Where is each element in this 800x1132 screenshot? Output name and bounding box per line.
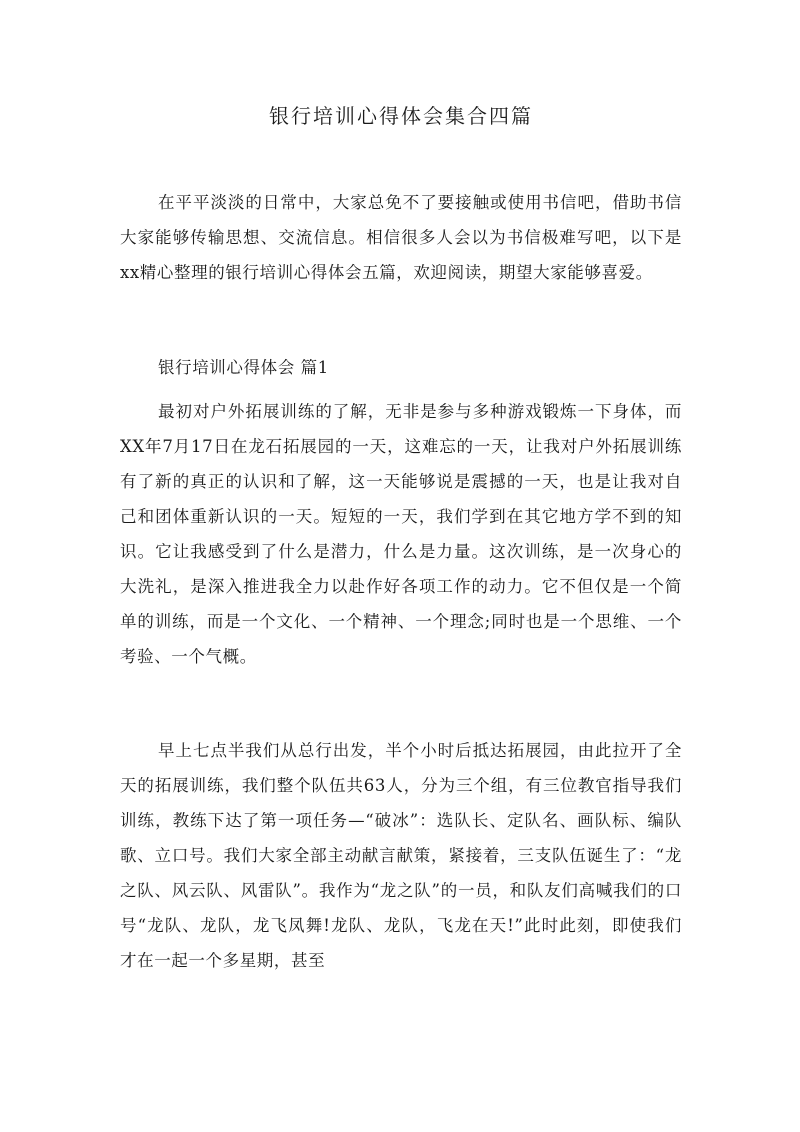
body-paragraph: 最初对户外拓展训练的了解，无非是参与多种游戏锻炼一下身体，而XX年7月17日在龙石拓展园的一天，这难忘的一天，让我对户外拓展训练有了新的真正的认识和了解，这一天能够说是震撼的一天，也是让我对自己和团体重新认识的一天。短短的一天，我们学到在其它地方学不到的知识。它让我感受到了什么是潜力，什么是力量。这次训练，是一次身心的大洗礼，是深入推进我全力以赴作好各项工作的动力。它不但仅是一个简单的训练，而是一个文化、一个精神、一个理念;同时也是一个思维、一个考验、一个气概。 [120,402,682,666]
body-paragraph: 早上七点半我们从总行出发，半个小时后抵达拓展园，由此拉开了全天的拓展训练，我们整个队伍共63人，分为三个组，有三位教官指导我们训练，教练下达了第一项任务—“破冰”：选队长、定队名、画队标、编队歌、立口号。我们大家全部主动献言献策，紧接着，三支队伍诞生了：“龙之队、风云队、风雷队”。我作为“龙之队”的一员，和队友们高喊我们的口号“龙队、龙队，龙飞凤舞!龙队、龙队，飞龙在天!”此时此刻，即使我们才在一起一个多星期，甚至 [120,741,682,970]
section-heading: 银行培训心得体会 篇1 [158,358,329,377]
document-title: 银行培训心得体会集合四篇 [269,104,533,128]
intro-paragraph: 在平平淡淡的日常中，大家总免不了要接触或使用书信吧，借助书信大家能够传输思想、交流信息。相信很多人会以为书信极难写吧，以下是xx精心整理的银行培训心得体会五篇，欢迎阅读，期望大家能够喜爱。 [120,193,682,282]
